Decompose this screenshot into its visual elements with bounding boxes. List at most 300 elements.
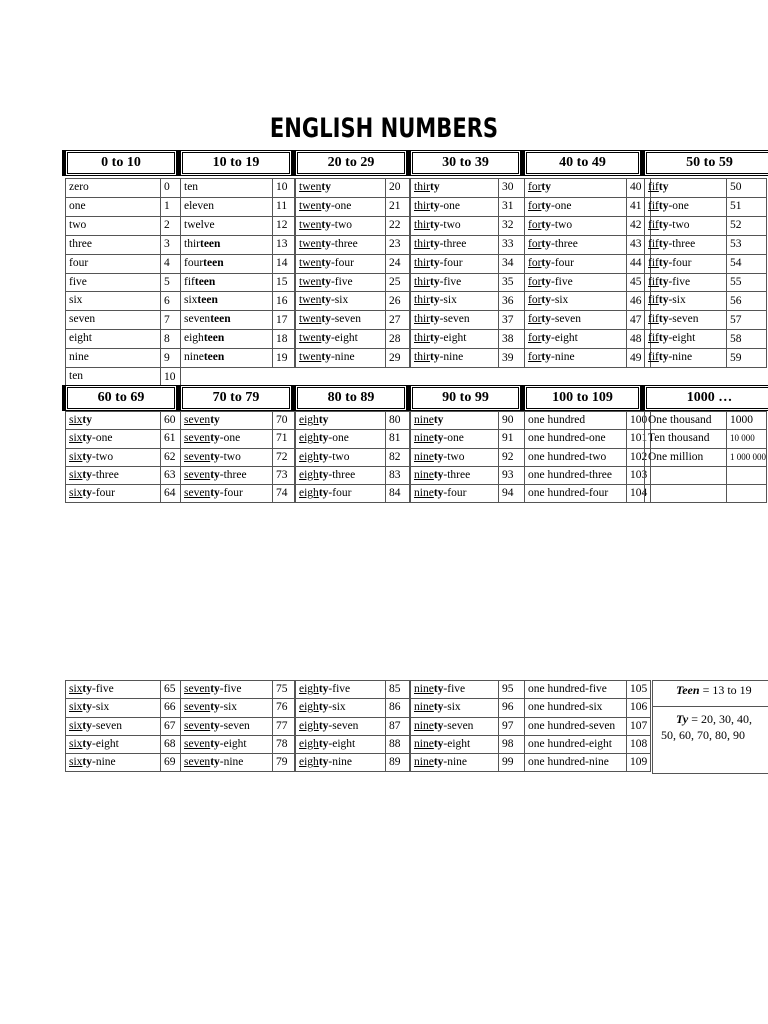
table-2 xyxy=(295,178,410,368)
number-value: 5 xyxy=(161,273,181,292)
number-value: 74 xyxy=(273,485,295,503)
table-row xyxy=(181,466,295,484)
notes-divider xyxy=(652,706,768,707)
number-word: seventy-nine xyxy=(181,754,273,772)
table-row xyxy=(181,485,295,503)
number-value: 71 xyxy=(273,430,295,448)
table-row xyxy=(181,430,295,448)
table-row xyxy=(525,735,651,753)
number-value: 49 xyxy=(627,349,651,368)
number-value: 0 xyxy=(161,179,181,198)
number-word: ninety-one xyxy=(411,430,499,448)
number-value: 53 xyxy=(727,235,767,254)
table-row xyxy=(525,254,651,273)
table-mid-5 xyxy=(644,411,767,503)
number-value: 41 xyxy=(627,197,651,216)
note-line xyxy=(676,712,752,727)
note-label: Ty xyxy=(676,712,689,726)
table-row xyxy=(411,485,525,503)
table-row xyxy=(296,735,410,753)
number-word: seventy-three xyxy=(181,466,273,484)
table-row xyxy=(66,485,181,503)
number-word: forty-two xyxy=(525,216,627,235)
table-row xyxy=(181,330,295,349)
table-row xyxy=(296,330,410,349)
table-row xyxy=(645,179,767,198)
number-word: fifteen xyxy=(181,273,273,292)
number-value: 90 xyxy=(499,412,525,430)
table-row xyxy=(645,349,767,368)
number-value: 22 xyxy=(386,216,410,235)
table-mid-0 xyxy=(65,411,181,503)
table-row xyxy=(296,235,410,254)
number-value: 103 xyxy=(627,466,651,484)
header-40-to-49: 40 to 49 xyxy=(521,150,641,176)
number-value: 60 xyxy=(161,412,181,430)
table-row xyxy=(645,466,767,484)
number-value: 9 xyxy=(161,349,181,368)
number-word: ten xyxy=(66,368,161,387)
number-value: 27 xyxy=(386,311,410,330)
table-row xyxy=(645,330,767,349)
number-value: 16 xyxy=(273,292,295,311)
table-row xyxy=(181,349,295,368)
number-value: 28 xyxy=(386,330,410,349)
number-word: nine xyxy=(66,349,161,368)
number-value: 47 xyxy=(627,311,651,330)
number-value: 58 xyxy=(727,330,767,349)
table-row xyxy=(66,754,181,772)
number-word: forty-eight xyxy=(525,330,627,349)
table-row xyxy=(66,311,181,330)
number-word: ninety-six xyxy=(411,699,499,717)
number-value: 10 000 xyxy=(727,430,767,448)
number-word: six xyxy=(66,292,161,311)
table-row xyxy=(411,349,525,368)
number-value: 65 xyxy=(161,681,181,699)
number-word: ninety-two xyxy=(411,448,499,466)
table-row xyxy=(411,216,525,235)
number-value: 99 xyxy=(499,754,525,772)
number-word: sixteen xyxy=(181,292,273,311)
header-70-to-79: 70 to 79 xyxy=(177,385,292,411)
number-word: twenty-two xyxy=(296,216,386,235)
table-row xyxy=(525,273,651,292)
table-row xyxy=(525,430,651,448)
number-value: 73 xyxy=(273,466,295,484)
number-word: eighty-four xyxy=(296,485,386,503)
table-row xyxy=(645,292,767,311)
number-word: seventy-two xyxy=(181,448,273,466)
number-value: 12 xyxy=(273,216,295,235)
number-word: eighty-six xyxy=(296,699,386,717)
table-5 xyxy=(644,178,767,368)
number-word: eighty-seven xyxy=(296,717,386,735)
note-label: Teen xyxy=(676,683,700,697)
number-value: 95 xyxy=(499,681,525,699)
number-word: sixty-six xyxy=(66,699,161,717)
header-10-to-19: 10 to 19 xyxy=(177,150,292,176)
number-word: forty-three xyxy=(525,235,627,254)
table-row xyxy=(66,466,181,484)
table-row xyxy=(296,412,410,430)
table-row xyxy=(296,311,410,330)
number-value: 98 xyxy=(499,735,525,753)
table-row xyxy=(411,197,525,216)
table-row xyxy=(411,681,525,699)
number-word: sixty-one xyxy=(66,430,161,448)
table-4 xyxy=(524,178,651,368)
number-value: 69 xyxy=(161,754,181,772)
table-row xyxy=(66,699,181,717)
number-value: 33 xyxy=(499,235,525,254)
number-word: thirty-three xyxy=(411,235,499,254)
table-row xyxy=(66,197,181,216)
number-value: 54 xyxy=(727,254,767,273)
number-value: 97 xyxy=(499,717,525,735)
table-row xyxy=(525,485,651,503)
number-value: 10 xyxy=(273,179,295,198)
number-value: 85 xyxy=(386,681,410,699)
table-row xyxy=(66,216,181,235)
number-word: fifty-five xyxy=(645,273,727,292)
number-word: forty-nine xyxy=(525,349,627,368)
table-row xyxy=(181,292,295,311)
number-word: twenty-five xyxy=(296,273,386,292)
number-value: 26 xyxy=(386,292,410,311)
number-value: 43 xyxy=(627,235,651,254)
number-word: four xyxy=(66,254,161,273)
number-value: 70 xyxy=(273,412,295,430)
number-value: 19 xyxy=(273,349,295,368)
number-value: 3 xyxy=(161,235,181,254)
header-100-to-109: 100 to 109 xyxy=(521,385,641,411)
number-value: 46 xyxy=(627,292,651,311)
table-row xyxy=(296,273,410,292)
table-bot-1 xyxy=(180,680,295,772)
table-row xyxy=(411,717,525,735)
number-value: 24 xyxy=(386,254,410,273)
number-word: sixty-four xyxy=(66,485,161,503)
number-value: 96 xyxy=(499,699,525,717)
number-value: 89 xyxy=(386,754,410,772)
number-value: 105 xyxy=(627,681,651,699)
number-value: 63 xyxy=(161,466,181,484)
number-value xyxy=(727,466,767,484)
number-word: twenty-seven xyxy=(296,311,386,330)
number-value: 8 xyxy=(161,330,181,349)
table-row xyxy=(296,485,410,503)
number-value: 42 xyxy=(627,216,651,235)
number-value: 17 xyxy=(273,311,295,330)
table-row xyxy=(181,235,295,254)
table-mid-1 xyxy=(180,411,295,503)
number-word: fifty-three xyxy=(645,235,727,254)
table-row xyxy=(66,235,181,254)
table-row xyxy=(411,311,525,330)
number-word: one hundred-one xyxy=(525,430,627,448)
number-word: ten xyxy=(181,179,273,198)
number-value: 31 xyxy=(499,197,525,216)
number-word: fourteen xyxy=(181,254,273,273)
table-row xyxy=(296,349,410,368)
number-word: thirty-six xyxy=(411,292,499,311)
number-word: seventeen xyxy=(181,311,273,330)
table-mid-2 xyxy=(295,411,410,503)
number-word: fifty-two xyxy=(645,216,727,235)
table-row xyxy=(181,311,295,330)
number-value: 7 xyxy=(161,311,181,330)
table-row xyxy=(181,717,295,735)
number-value: 61 xyxy=(161,430,181,448)
number-word: seventy-one xyxy=(181,430,273,448)
number-word: thirty xyxy=(411,179,499,198)
table-row xyxy=(181,735,295,753)
table-row xyxy=(645,448,767,466)
table-row xyxy=(296,754,410,772)
table-row xyxy=(645,254,767,273)
number-word: twenty-one xyxy=(296,197,386,216)
note-text: = 20, 30, 40, xyxy=(688,712,752,726)
number-value: 1 000 000 xyxy=(727,448,767,466)
table-row xyxy=(525,349,651,368)
number-word: sixty-five xyxy=(66,681,161,699)
header-1000: 1000 … xyxy=(641,385,768,411)
number-word: twenty-three xyxy=(296,235,386,254)
number-value: 2 xyxy=(161,216,181,235)
number-word: sixty-nine xyxy=(66,754,161,772)
table-row xyxy=(525,197,651,216)
number-word: fifty-eight xyxy=(645,330,727,349)
table-row xyxy=(66,448,181,466)
number-value: 15 xyxy=(273,273,295,292)
table-row xyxy=(66,412,181,430)
table-row xyxy=(645,273,767,292)
number-word: thirty-two xyxy=(411,216,499,235)
number-word: sixty-two xyxy=(66,448,161,466)
number-word: three xyxy=(66,235,161,254)
table-row xyxy=(66,254,181,273)
number-word: eighty xyxy=(296,412,386,430)
table-row xyxy=(296,254,410,273)
table-row xyxy=(411,330,525,349)
number-value: 80 xyxy=(386,412,410,430)
number-word: fifty xyxy=(645,179,727,198)
note-text: 50, 60, 70, 80, 90 xyxy=(661,728,745,742)
number-word: eighty-two xyxy=(296,448,386,466)
number-value: 107 xyxy=(627,717,651,735)
table-3 xyxy=(410,178,525,368)
number-word: sixty xyxy=(66,412,161,430)
number-word: Ten thousand xyxy=(645,430,727,448)
number-value: 34 xyxy=(499,254,525,273)
number-word: forty-six xyxy=(525,292,627,311)
table-row xyxy=(525,179,651,198)
table-row xyxy=(525,448,651,466)
number-value: 102 xyxy=(627,448,651,466)
number-word: thirty-seven xyxy=(411,311,499,330)
number-word: fifty-one xyxy=(645,197,727,216)
table-row xyxy=(411,430,525,448)
header-30-to-39: 30 to 39 xyxy=(407,150,521,176)
table-row xyxy=(525,292,651,311)
number-value: 100 xyxy=(627,412,651,430)
table-row xyxy=(411,179,525,198)
number-word: twenty-eight xyxy=(296,330,386,349)
header-0-to-10: 0 to 10 xyxy=(62,150,177,176)
number-value: 86 xyxy=(386,699,410,717)
number-value: 1000 xyxy=(727,412,767,430)
table-row xyxy=(645,412,767,430)
table-row xyxy=(181,254,295,273)
number-word: seventy-five xyxy=(181,681,273,699)
table-bot-3 xyxy=(410,680,525,772)
number-value: 94 xyxy=(499,485,525,503)
header-80-to-89: 80 to 89 xyxy=(292,385,407,411)
number-value: 18 xyxy=(273,330,295,349)
header-90-to-99: 90 to 99 xyxy=(407,385,521,411)
header-50-to-59: 50 to 59 xyxy=(641,150,768,176)
note-text: = 13 to 19 xyxy=(699,683,752,697)
number-word: seventy-six xyxy=(181,699,273,717)
table-row xyxy=(645,216,767,235)
number-value: 104 xyxy=(627,485,651,503)
table-row xyxy=(296,430,410,448)
number-word: sixty-three xyxy=(66,466,161,484)
number-word: one hundred-seven xyxy=(525,717,627,735)
table-row xyxy=(66,681,181,699)
table-row xyxy=(645,485,767,503)
number-word xyxy=(645,485,727,503)
table-row xyxy=(296,179,410,198)
number-word: eighty-nine xyxy=(296,754,386,772)
number-value: 25 xyxy=(386,273,410,292)
table-mid-3 xyxy=(410,411,525,503)
number-value: 81 xyxy=(386,430,410,448)
header-20-to-29: 20 to 29 xyxy=(292,150,407,176)
table-0 xyxy=(65,178,181,387)
number-value: 57 xyxy=(727,311,767,330)
number-word: forty xyxy=(525,179,627,198)
table-row xyxy=(181,681,295,699)
table-row xyxy=(296,717,410,735)
number-word: thirty-four xyxy=(411,254,499,273)
number-word: ninety-seven xyxy=(411,717,499,735)
table-row xyxy=(525,216,651,235)
table-row xyxy=(411,699,525,717)
table-row xyxy=(66,179,181,198)
table-row xyxy=(645,197,767,216)
table-row xyxy=(645,235,767,254)
number-word: nineteen xyxy=(181,349,273,368)
number-word: one hundred-five xyxy=(525,681,627,699)
number-word: fifty-six xyxy=(645,292,727,311)
number-word: seventy-four xyxy=(181,485,273,503)
table-row xyxy=(181,216,295,235)
number-word: forty-seven xyxy=(525,311,627,330)
number-word: eighty-eight xyxy=(296,735,386,753)
number-value: 40 xyxy=(627,179,651,198)
table-row xyxy=(66,430,181,448)
number-value: 30 xyxy=(499,179,525,198)
number-value: 36 xyxy=(499,292,525,311)
number-value: 88 xyxy=(386,735,410,753)
table-row xyxy=(525,717,651,735)
number-word: ninety-four xyxy=(411,485,499,503)
number-word: one hundred-three xyxy=(525,466,627,484)
number-word: one hundred-four xyxy=(525,485,627,503)
number-value: 68 xyxy=(161,735,181,753)
table-row xyxy=(296,216,410,235)
number-word: seventy-seven xyxy=(181,717,273,735)
table-row xyxy=(66,717,181,735)
number-value: 39 xyxy=(499,349,525,368)
table-row xyxy=(296,681,410,699)
number-word: thirty-eight xyxy=(411,330,499,349)
number-word: eighty-one xyxy=(296,430,386,448)
number-value: 52 xyxy=(727,216,767,235)
number-word: twenty-six xyxy=(296,292,386,311)
number-value xyxy=(727,485,767,503)
number-value: 87 xyxy=(386,717,410,735)
number-value: 4 xyxy=(161,254,181,273)
table-row xyxy=(296,292,410,311)
table-row xyxy=(411,273,525,292)
table-row xyxy=(296,448,410,466)
number-word: ninety-five xyxy=(411,681,499,699)
number-value: 23 xyxy=(386,235,410,254)
number-word: one hundred-eight xyxy=(525,735,627,753)
table-row xyxy=(66,292,181,311)
table-row xyxy=(296,197,410,216)
number-word: forty-four xyxy=(525,254,627,273)
number-value: 56 xyxy=(727,292,767,311)
table-row xyxy=(411,754,525,772)
number-value: 10 xyxy=(161,368,181,387)
number-value: 67 xyxy=(161,717,181,735)
number-value: 66 xyxy=(161,699,181,717)
table-row xyxy=(296,699,410,717)
number-value: 108 xyxy=(627,735,651,753)
number-value: 50 xyxy=(727,179,767,198)
table-mid-4 xyxy=(524,411,651,503)
note-line xyxy=(661,728,745,743)
number-value: 64 xyxy=(161,485,181,503)
number-word: thirty-nine xyxy=(411,349,499,368)
number-value: 91 xyxy=(499,430,525,448)
number-value: 62 xyxy=(161,448,181,466)
table-bot-0 xyxy=(65,680,181,772)
number-word: seventy-eight xyxy=(181,735,273,753)
number-word: ninety-three xyxy=(411,466,499,484)
number-value: 92 xyxy=(499,448,525,466)
number-word: sixty-eight xyxy=(66,735,161,753)
table-row xyxy=(411,292,525,311)
table-row xyxy=(525,681,651,699)
table-row xyxy=(411,235,525,254)
number-value: 20 xyxy=(386,179,410,198)
table-row xyxy=(181,412,295,430)
number-word: fifty-nine xyxy=(645,349,727,368)
number-word: eighty-three xyxy=(296,466,386,484)
number-value: 51 xyxy=(727,197,767,216)
number-word: one hundred-six xyxy=(525,699,627,717)
number-word: eight xyxy=(66,330,161,349)
number-value: 55 xyxy=(727,273,767,292)
table-row xyxy=(181,754,295,772)
number-value: 13 xyxy=(273,235,295,254)
number-word: fifty-seven xyxy=(645,311,727,330)
